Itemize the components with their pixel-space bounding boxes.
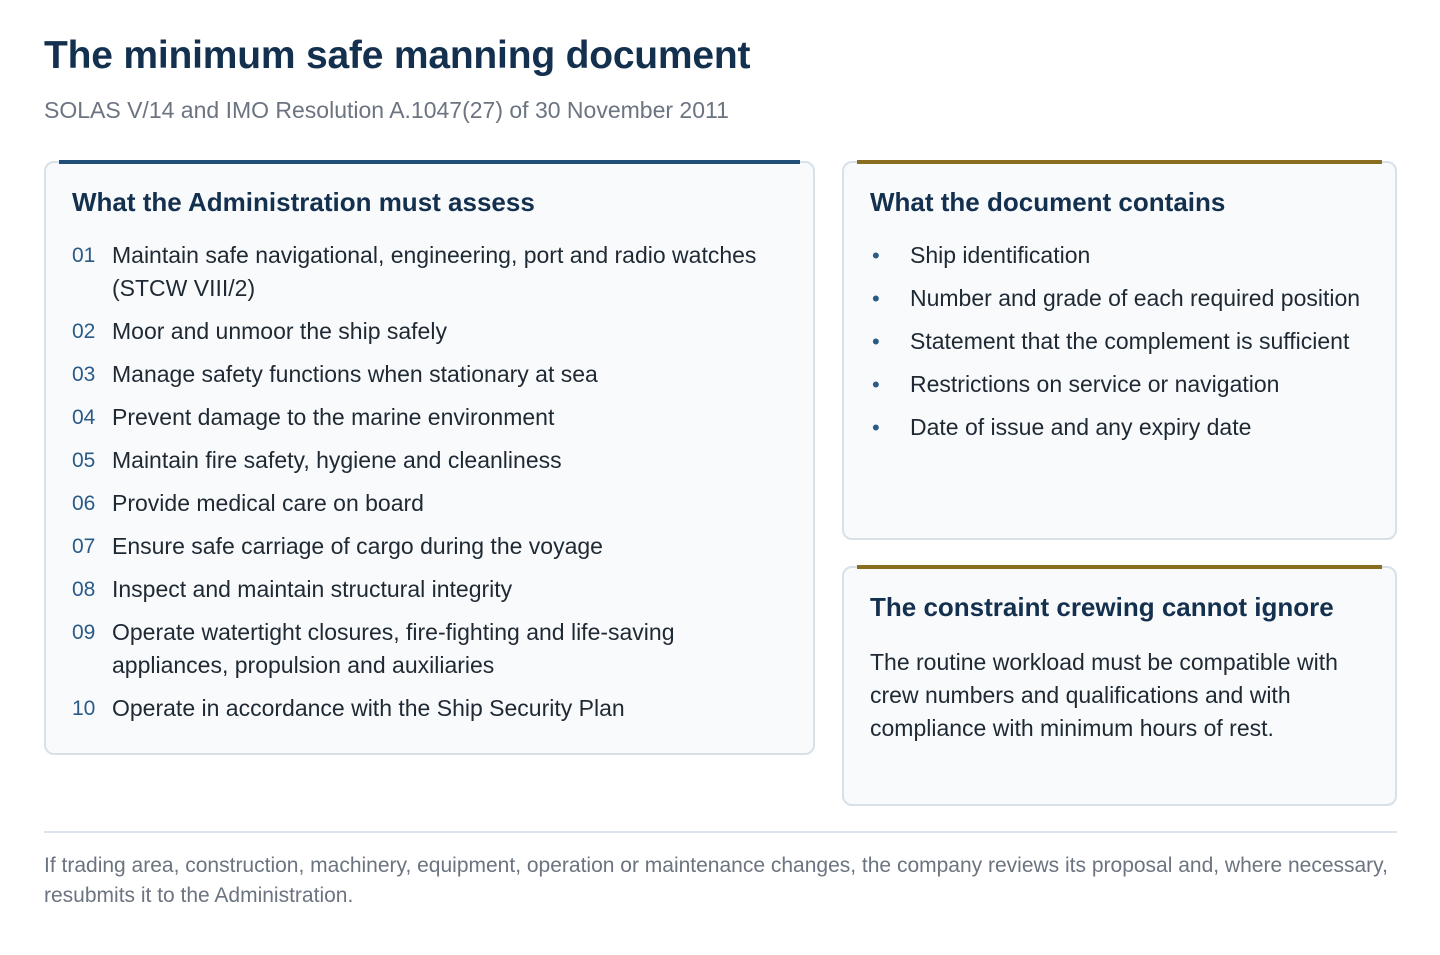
assess-item-number: 07	[72, 535, 96, 558]
assess-item-number: 06	[72, 492, 96, 515]
assess-item-number: 02	[72, 320, 96, 343]
contains-item	[870, 411, 1369, 444]
constraint-card-accent-bar	[857, 565, 1382, 569]
assess-list	[72, 239, 787, 735]
assess-item-number: 03	[72, 363, 96, 386]
contains-list	[870, 239, 1369, 454]
assess-item-text: Maintain fire safety, hygiene and cleanliness	[112, 447, 562, 473]
assess-item-text: Maintain safe navigational, engineering, port and radio watches (STCW VIII/2)	[112, 242, 757, 301]
assess-item-number: 09	[72, 621, 96, 644]
contains-card-accent-bar	[857, 160, 1382, 164]
contains-item-text: Number and grade of each required position	[910, 285, 1361, 311]
assess-item	[72, 239, 787, 305]
bullet-icon: •	[872, 372, 880, 397]
contains-card	[842, 161, 1397, 540]
contains-item	[870, 282, 1369, 315]
assess-item-text: Inspect and maintain structural integrity	[112, 576, 513, 602]
bullet-icon: •	[872, 329, 880, 354]
contains-item-text: Statement that the complement is sufficient	[910, 328, 1350, 354]
assess-item	[72, 530, 787, 563]
assess-item	[72, 573, 787, 606]
assess-heading: What the Administration must assess	[72, 187, 535, 217]
assess-item-number: 10	[72, 697, 96, 720]
assess-item-text: Operate watertight closures, fire-fighting and life-saving appliances, propulsion and auxiliaries	[112, 619, 675, 678]
assess-item-text: Manage safety functions when stationary at sea	[112, 361, 598, 387]
assess-item	[72, 616, 787, 682]
bullet-icon: •	[872, 243, 880, 268]
assess-item	[72, 401, 787, 434]
assess-item	[72, 692, 787, 725]
assess-card	[44, 161, 815, 755]
bullet-icon: •	[872, 415, 880, 440]
assess-item	[72, 358, 787, 391]
contains-item	[870, 368, 1369, 401]
constraint-text: The routine workload must be compatible with crew numbers and qualifications and with compliance with minimum hours of rest.	[870, 649, 1338, 741]
assess-item-number: 01	[72, 244, 96, 267]
footer-divider	[44, 831, 1397, 833]
footnote: If trading area, construction, machinery, equipment, operation or maintenance changes, the company reviews its proposal and, where necessary, resubmits it to the Administration.	[44, 854, 1388, 907]
contains-item-text: Date of issue and any expiry date	[910, 414, 1252, 440]
assess-item	[72, 315, 787, 348]
page-title: The minimum safe manning document	[44, 34, 751, 77]
contains-item-text: Restrictions on service or navigation	[910, 371, 1280, 397]
assess-item	[72, 444, 787, 477]
assess-item-text: Operate in accordance with the Ship Security Plan	[112, 695, 625, 721]
bullet-icon: •	[872, 286, 880, 311]
contains-item	[870, 325, 1369, 358]
assess-item-number: 05	[72, 449, 96, 472]
assess-item-text: Moor and unmoor the ship safely	[112, 318, 447, 344]
contains-item-text: Ship identification	[910, 242, 1091, 268]
assess-item-number: 04	[72, 406, 96, 429]
contains-heading: What the document contains	[870, 187, 1226, 217]
assess-card-accent-bar	[59, 160, 800, 164]
assess-item	[72, 487, 787, 520]
assess-item-text: Prevent damage to the marine environment	[112, 404, 555, 430]
page-subtitle: SOLAS V/14 and IMO Resolution A.1047(27) of 30 November 2011	[44, 97, 729, 123]
assess-item-text: Ensure safe carriage of cargo during the voyage	[112, 533, 603, 559]
assess-item-text: Provide medical care on board	[112, 490, 424, 516]
constraint-card	[842, 566, 1397, 806]
assess-item-number: 08	[72, 578, 96, 601]
constraint-heading: The constraint crewing cannot ignore	[870, 592, 1334, 622]
contains-item	[870, 239, 1369, 272]
